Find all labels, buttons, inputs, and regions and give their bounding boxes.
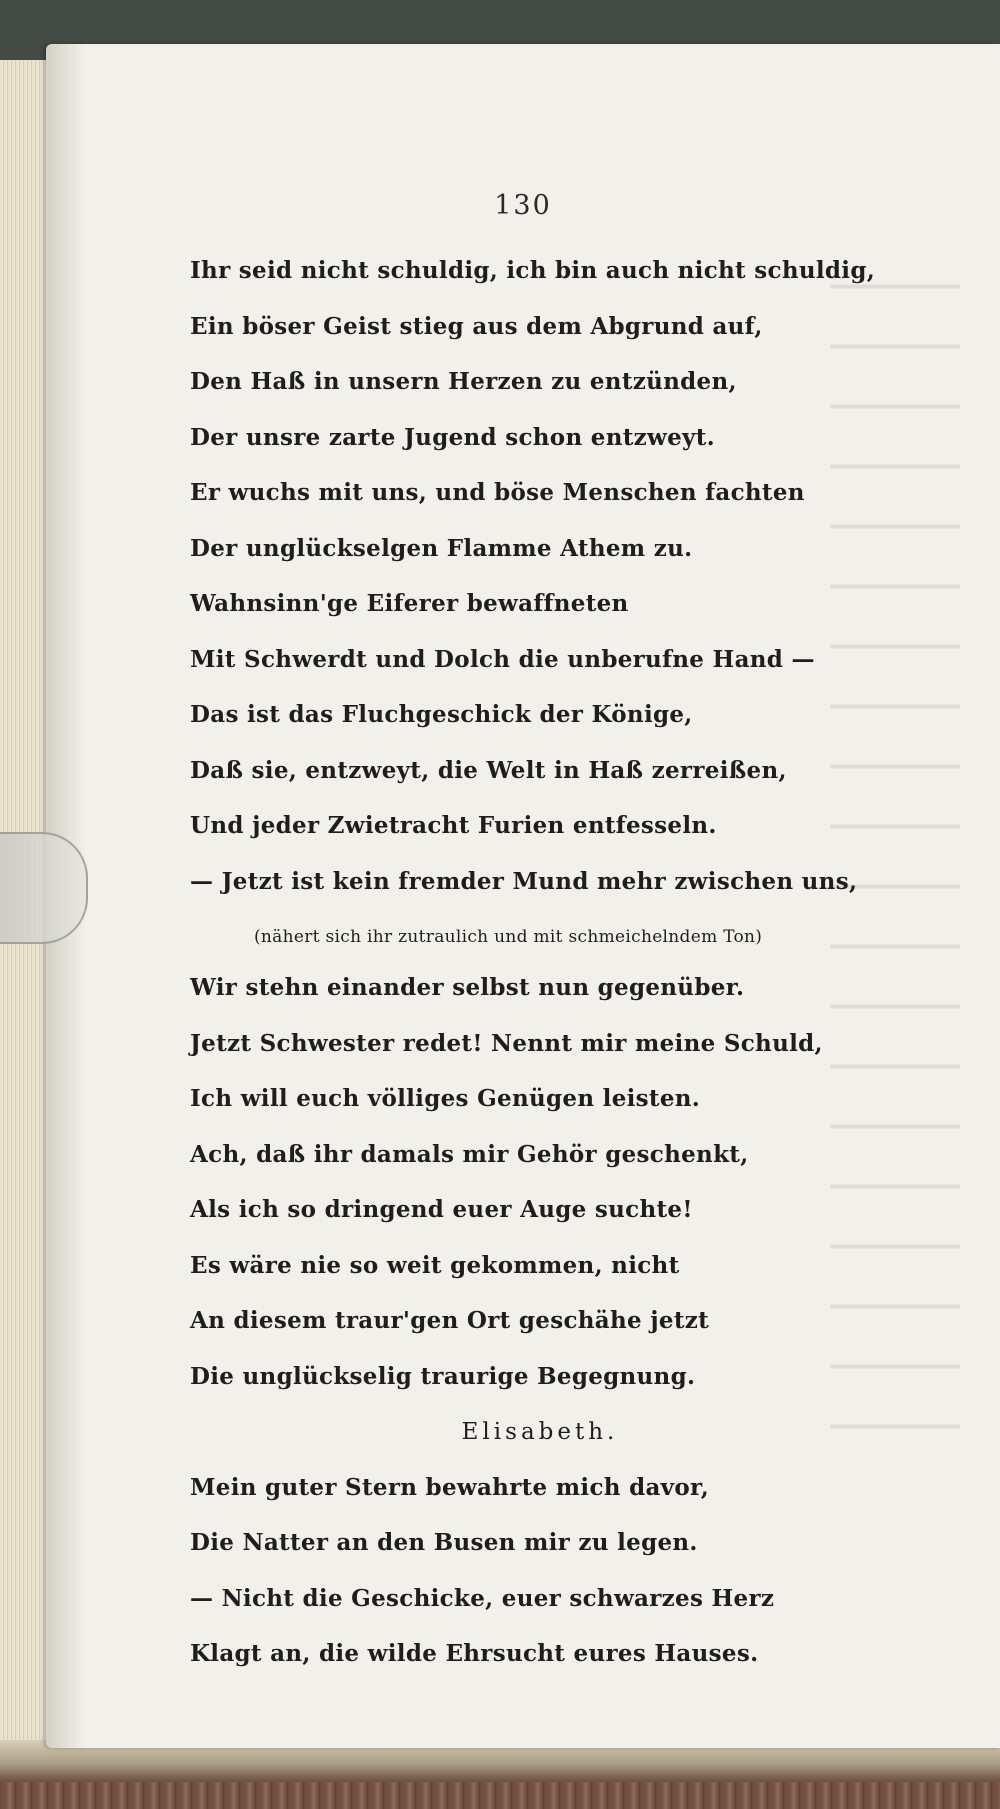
verse-line: Den Haß in unsern Herzen zu entzünden, [190, 368, 737, 395]
page-clip [0, 832, 88, 944]
verse-line: Die unglückselig traurige Begegnung. [190, 1362, 696, 1390]
verse-line: Wir stehn einander selbst nun gegenüber. [190, 974, 745, 1001]
verse-line: Ach, daß ihr damals mir Gehör geschenkt, [190, 1140, 749, 1168]
verse-line: — Jetzt ist kein fremder Mund mehr zwischen uns, [190, 867, 858, 895]
verse-line: An diesem traur'gen Ort geschähe jetzt [190, 1307, 710, 1334]
verse-line: Wahnsinn'ge Eiferer bewaffneten [190, 590, 629, 617]
verse-line: Der unglückselgen Flamme Athem zu. [190, 534, 693, 562]
verse-line: Das ist das Fluchgeschick der Könige, [190, 701, 693, 728]
verse-line: Er wuchs mit uns, und böse Menschen fachten [190, 479, 805, 506]
stage-direction: (nähert sich ihr zutraulich und mit schmeichelndem Ton) [254, 927, 763, 947]
verse-line: Und jeder Zwietracht Furien entfesseln. [190, 812, 717, 839]
book-cover-edge [0, 1782, 1000, 1809]
verse-line: Jetzt Schwester redet! Nennt mir meine Schuld, [190, 1029, 823, 1057]
verse-line: Daß sie, entzweyt, die Welt in Haß zerreißen, [190, 756, 787, 784]
verse-line: Klagt an, die wilde Ehrsucht eures Hauses. [190, 1640, 759, 1667]
verse-line: Ich will euch völliges Genügen leisten. [190, 1085, 701, 1112]
page-text [190, 256, 876, 1695]
verse-line: Mein guter Stern bewahrte mich davor, [190, 1473, 710, 1501]
speaker-name: Elisabeth. [461, 1419, 619, 1445]
verse-line: Die Natter an den Busen mir zu legen. [190, 1529, 698, 1556]
verse-line: Es wäre nie so weit gekommen, nicht [190, 1251, 680, 1279]
verse-line: Der unsre zarte Jugend schon entzweyt. [190, 423, 715, 451]
show-through-text [830, 244, 960, 1444]
verse-line: Ihr seid nicht schuldig, ich bin auch nicht schuldig, [190, 257, 876, 284]
verse-line: Ein böser Geist stieg aus dem Abgrund auf, [190, 312, 763, 340]
verse-line: — Nicht die Geschicke, euer schwarzes Herz [190, 1584, 775, 1612]
page-number: 130 [494, 190, 552, 221]
book-page [46, 44, 1000, 1748]
verse-line: Mit Schwerdt und Dolch die unberufne Hand — [190, 645, 815, 673]
verse-line: Als ich so dringend euer Auge suchte! [190, 1196, 693, 1223]
